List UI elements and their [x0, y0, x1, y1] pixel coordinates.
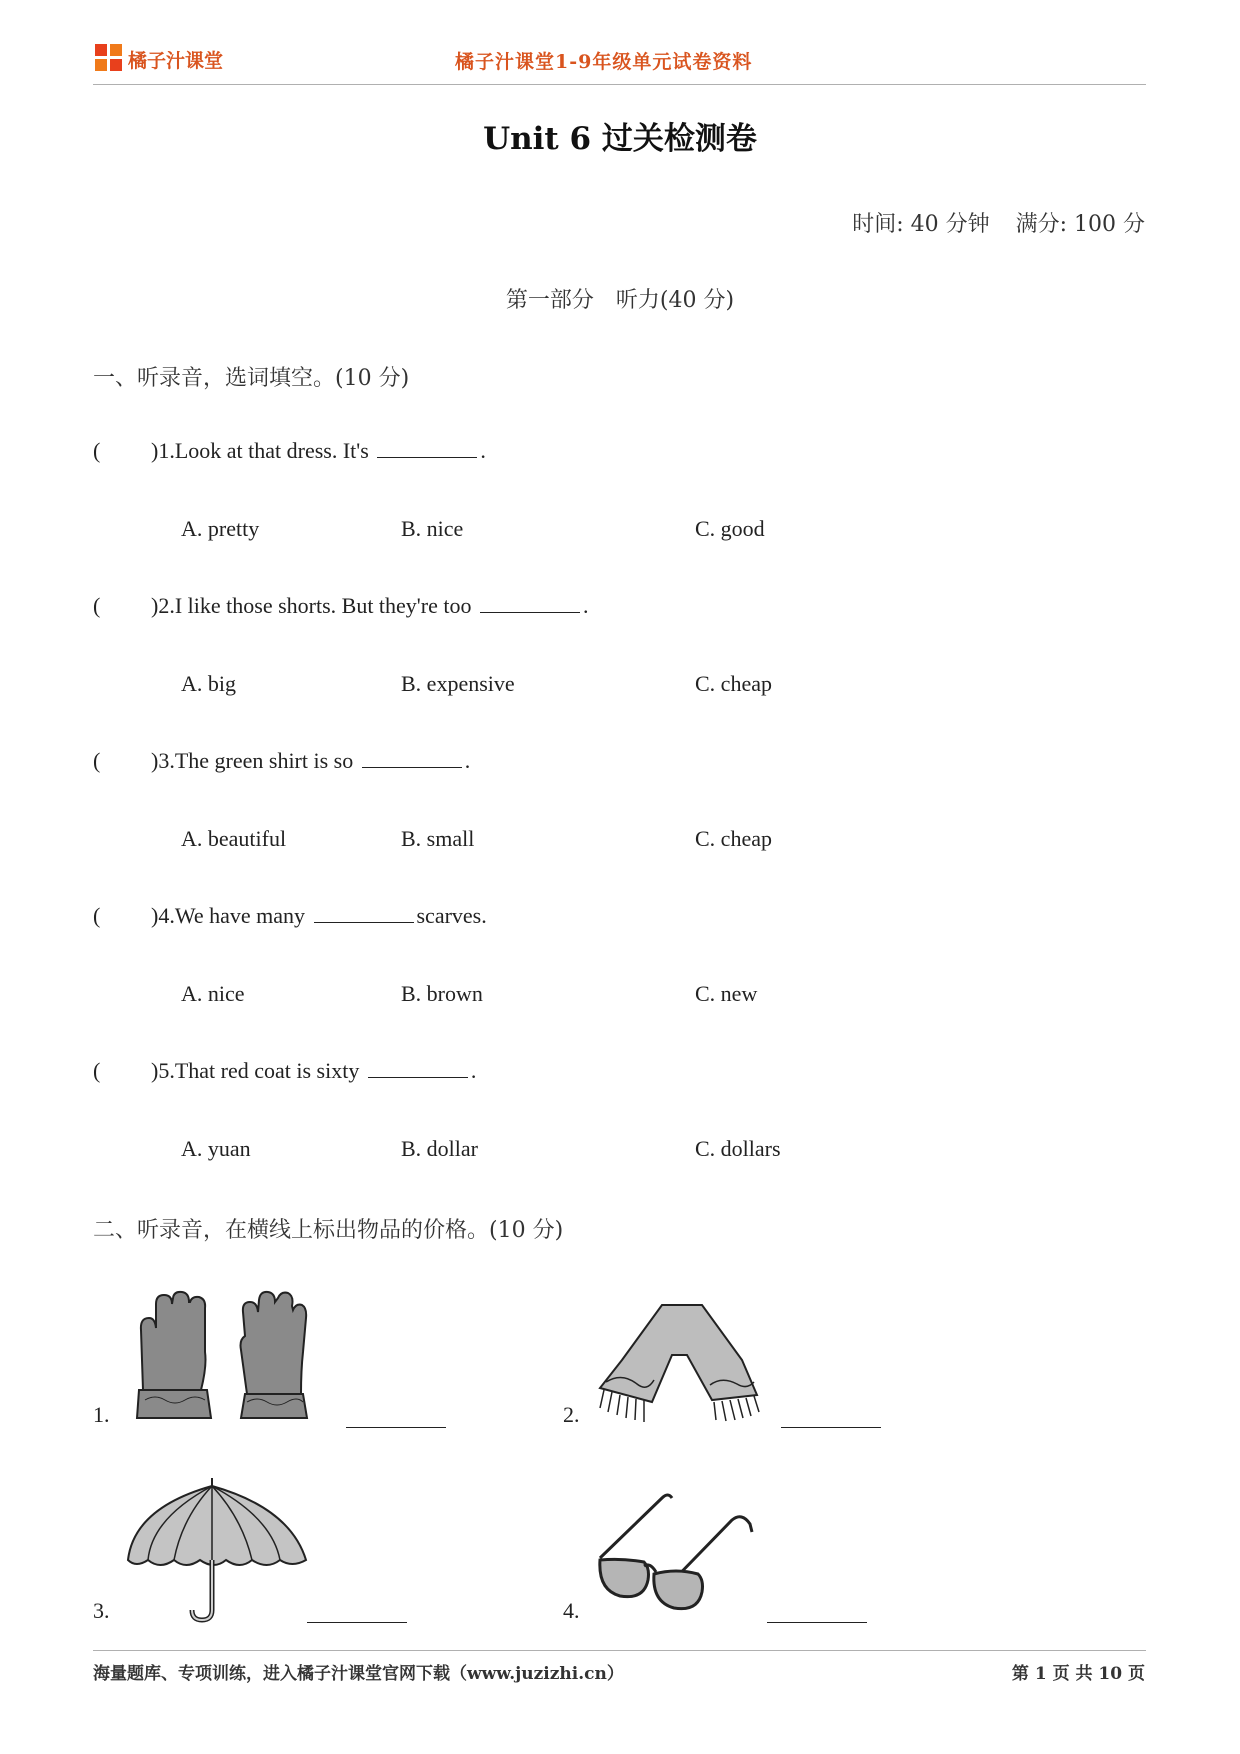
header-title: 橘子汁课堂1-9年级单元试卷资料: [455, 51, 753, 73]
header-divider: [93, 84, 1146, 85]
item-number: 2.: [563, 1402, 580, 1427]
answer-blank[interactable]: [480, 594, 580, 613]
item-number: 3.: [93, 1598, 110, 1623]
option-a[interactable]: A. big: [181, 671, 236, 696]
question-5: ( )5.That red coat is sixty .: [93, 1058, 477, 1083]
option-c[interactable]: C. cheap: [695, 671, 772, 696]
price-blank[interactable]: [346, 1427, 446, 1428]
section1-title: 一、听录音，选词填空。(10 分): [93, 366, 410, 391]
question-2: ( )2.I like those shorts. But they're too .: [93, 593, 589, 618]
option-a[interactable]: A. pretty: [181, 516, 260, 541]
exam-score: 满分: 100 分: [1015, 212, 1145, 237]
question-1: ( )1.Look at that dress. It's .: [93, 438, 486, 463]
exam-meta: [852, 207, 1145, 238]
option-b[interactable]: B. expensive: [401, 671, 515, 696]
option-b[interactable]: B. small: [401, 826, 475, 851]
answer-blank[interactable]: [314, 904, 414, 923]
answer-blank[interactable]: [362, 749, 462, 768]
answer-blank[interactable]: [368, 1059, 468, 1078]
option-b[interactable]: B. brown: [401, 981, 483, 1006]
option-b[interactable]: B. nice: [401, 516, 464, 541]
umbrella-icon: [122, 1478, 312, 1628]
question-4: ( )4.We have many scarves.: [93, 903, 487, 928]
section2-title: 二、听录音，在横线上标出物品的价格。(10 分): [93, 1218, 564, 1243]
item-number: 1.: [93, 1402, 110, 1427]
price-blank[interactable]: [767, 1622, 867, 1623]
gloves-icon: [135, 1290, 330, 1420]
answer-blank[interactable]: [377, 439, 477, 458]
page-number: 第 1 页 共 10 页: [1011, 1664, 1145, 1684]
footer-divider: [93, 1650, 1146, 1651]
option-c[interactable]: C. good: [695, 516, 765, 541]
option-a[interactable]: A. beautiful: [181, 826, 287, 851]
option-c[interactable]: C. new: [695, 981, 758, 1006]
option-c[interactable]: C. dollars: [695, 1136, 781, 1161]
sunglasses-icon: [592, 1490, 762, 1620]
scarf-icon: [592, 1300, 772, 1430]
question-3: ( )3.The green shirt is so .: [93, 748, 471, 773]
option-b[interactable]: B. dollar: [401, 1136, 478, 1161]
part-title: 第一部分 听力(40 分): [505, 288, 735, 313]
option-a[interactable]: A. nice: [181, 981, 245, 1006]
price-blank[interactable]: [307, 1622, 407, 1623]
item-number: 4.: [563, 1598, 580, 1623]
price-blank[interactable]: [781, 1427, 881, 1428]
exam-time: 时间: 40 分钟: [852, 212, 990, 237]
brand-name: 橘子汁课堂: [128, 50, 224, 72]
option-a[interactable]: A. yuan: [181, 1136, 251, 1161]
page-title: Unit 6 过关检测卷: [483, 121, 757, 157]
brand-logo-icon: [95, 44, 123, 72]
option-c[interactable]: C. cheap: [695, 826, 772, 851]
footer-promo: 海量题库、专项训练，进入橘子汁课堂官网下载（www.juzizhi.cn）: [93, 1664, 624, 1684]
